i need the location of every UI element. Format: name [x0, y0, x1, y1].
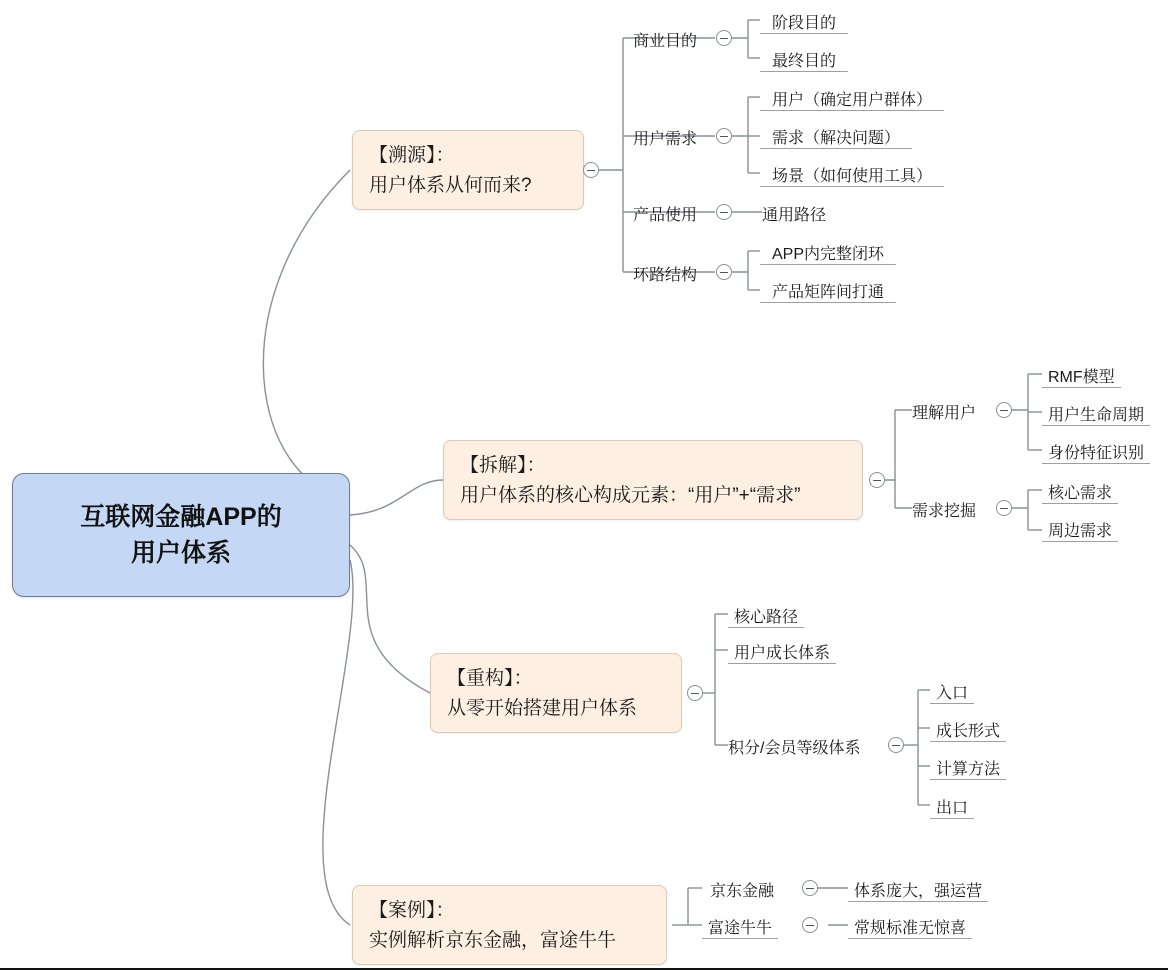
leaf-matrix-connect[interactable] — [760, 279, 896, 303]
branch-case-line-1: 【案例】： — [369, 900, 455, 921]
collapse-toggle-rebuild[interactable] — [687, 685, 703, 701]
branch-origin-line-1: 【溯源】： — [369, 145, 455, 166]
group-label-need-mining[interactable] — [912, 498, 976, 521]
leaf-text: 周边需求 — [1048, 523, 1113, 540]
leaf-calculation-method[interactable] — [930, 756, 1006, 780]
leaf-peripheral-need[interactable] — [1042, 518, 1118, 542]
branch-node-origin[interactable] — [352, 130, 584, 210]
leaf-final-goal[interactable] — [760, 48, 848, 72]
branch-breakdown-line-1: 【拆解】： — [460, 455, 546, 476]
root-line-1: 互联网金融APP的 — [80, 503, 282, 531]
leaf-text: 入口 — [936, 685, 969, 702]
leaf-growth-form[interactable] — [930, 718, 1006, 742]
group-label-text: 理解用户 — [912, 405, 977, 422]
group-label-text: 需求挖掘 — [912, 503, 977, 520]
branch-node-breakdown[interactable] — [443, 440, 863, 520]
group-label-text: 京东金融 — [710, 883, 775, 900]
leaf-text: 成长形式 — [936, 723, 1001, 740]
leaf-rmf-model[interactable] — [1042, 364, 1121, 388]
collapse-toggle-origin[interactable] — [583, 162, 599, 178]
leaf-text: 需求（解决问题） — [772, 130, 901, 147]
branch-node-rebuild[interactable] — [430, 653, 682, 733]
group-label-points-membership[interactable] — [728, 735, 860, 758]
leaf-text: 用户生命周期 — [1048, 407, 1145, 424]
leaf-common-path[interactable] — [762, 202, 826, 225]
leaf-text: 核心路径 — [734, 609, 799, 626]
branch-node-case[interactable] — [352, 885, 667, 965]
leaf-user-lifecycle[interactable] — [1042, 402, 1150, 426]
group-label-understand-user[interactable] — [912, 400, 976, 423]
leaf-jd-desc[interactable] — [848, 878, 988, 902]
leaf-text: 阶段目的 — [772, 15, 837, 32]
branch-origin-line-2: 用户体系从何而来? — [369, 175, 532, 196]
collapse-toggle-breakdown[interactable] — [869, 472, 885, 488]
leaf-text: 通用路径 — [762, 207, 827, 224]
collapse-toggle-jd-finance[interactable] — [802, 880, 818, 896]
leaf-entry[interactable] — [930, 680, 974, 704]
collapse-toggle-futu-niuniu[interactable] — [802, 917, 818, 933]
leaf-text: APP内完整闭环 — [772, 246, 885, 263]
leaf-text: 出口 — [936, 800, 969, 817]
leaf-scenario[interactable] — [760, 163, 944, 187]
group-label-business-goal[interactable] — [633, 28, 697, 51]
leaf-core-need[interactable] — [1042, 480, 1118, 504]
group-label-product-usage[interactable] — [633, 202, 697, 225]
leaf-text: 场景（如何使用工具） — [772, 168, 933, 185]
collapse-toggle-understand-user[interactable] — [996, 402, 1012, 418]
group-label-text: 富途牛牛 — [708, 920, 773, 937]
collapse-toggle-user-needs[interactable] — [716, 128, 732, 144]
group-label-text: 环路结构 — [633, 267, 698, 284]
group-label-text: 产品使用 — [633, 207, 698, 224]
group-label-loop-structure[interactable] — [633, 262, 697, 285]
leaf-exit[interactable] — [930, 795, 974, 819]
leaf-need-solve[interactable] — [760, 125, 912, 149]
leaf-text: RMF模型 — [1048, 369, 1115, 386]
collapse-toggle-need-mining[interactable] — [996, 500, 1012, 516]
branch-rebuild-line-1: 【重构】： — [447, 668, 533, 689]
branch-case-line-2: 实例解析京东金融，富途牛牛 — [369, 930, 617, 951]
collapse-toggle-loop-structure[interactable] — [716, 264, 732, 280]
leaf-core-path[interactable] — [728, 604, 804, 628]
leaf-identity-recognition[interactable] — [1042, 440, 1150, 464]
leaf-text: 身份特征识别 — [1048, 445, 1145, 462]
leaf-text: 常规标准无惊喜 — [854, 920, 967, 937]
leaf-text: 用户（确定用户群体） — [772, 92, 933, 109]
leaf-text: 最终目的 — [772, 53, 837, 70]
group-label-futu-niuniu[interactable] — [702, 915, 778, 939]
group-label-user-needs[interactable] — [633, 126, 697, 149]
leaf-in-app-loop[interactable] — [760, 241, 896, 265]
leaf-user-growth-system[interactable] — [728, 640, 836, 664]
group-label-jd-finance[interactable] — [710, 878, 774, 901]
leaf-text: 产品矩阵间打通 — [772, 284, 885, 301]
leaf-text: 计算方法 — [936, 761, 1001, 778]
group-label-text: 用户需求 — [633, 131, 698, 148]
leaf-text: 体系庞大，强运营 — [854, 883, 983, 900]
group-label-text: 积分/会员等级体系 — [728, 740, 861, 757]
collapse-toggle-product-usage[interactable] — [716, 204, 732, 220]
leaf-user-group[interactable] — [760, 87, 944, 111]
branch-rebuild-line-2: 从零开始搭建用户体系 — [447, 698, 638, 719]
leaf-text: 用户成长体系 — [734, 645, 831, 662]
leaf-stage-goal[interactable] — [760, 10, 848, 34]
leaf-futu-desc[interactable] — [848, 915, 972, 939]
root-node[interactable] — [12, 473, 350, 597]
group-label-text: 商业目的 — [633, 33, 698, 50]
branch-breakdown-line-2: 用户体系的核心构成元素：“用户”+“需求” — [460, 485, 801, 506]
collapse-toggle-business-goal[interactable] — [716, 30, 732, 46]
root-line-2: 用户体系 — [130, 539, 231, 567]
leaf-text: 核心需求 — [1048, 485, 1113, 502]
collapse-toggle-points-membership[interactable] — [888, 737, 904, 753]
